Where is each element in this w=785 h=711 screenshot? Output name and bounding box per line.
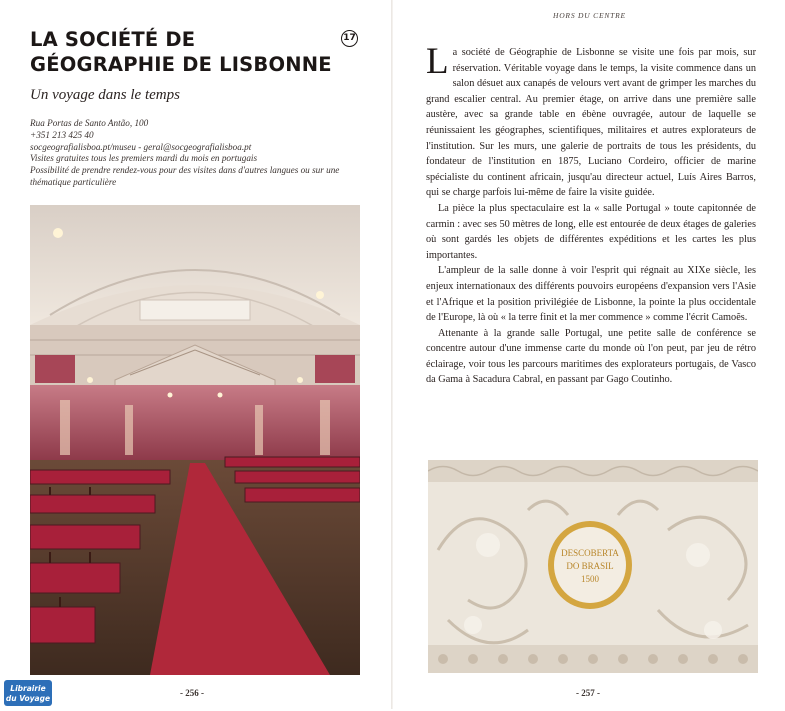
page-title: LA SOCIÉTÉ DE GÉOGRAPHIE DE LISBONNE xyxy=(30,28,332,76)
entry-number-badge: 17 xyxy=(341,30,358,47)
article-body xyxy=(426,41,756,388)
paragraph-1-text: a société de Géographie de Lisbonne se visite une fois par mois, sur réservation. Véritable voyage dans le temps, la visite commence dans un salon désuet aux canapés de velours vert avant de grimper les marches du grand escalier central. Au premier étage, on arrive dans une première salle austère, avec sa grande table en ébène ouvragée, autour de laquelle se réunissaient les géographes, scientifiques, militaires et autres explorateurs de l'institution. Sur les murs, une galerie de portraits de tous les présidents, du fondateur de l'institution en 1875, Luciano Cordeiro, officier de marine spécialiste du continent africain, jusqu'au directeur actuel, Luís Aires Barros, qui se charge parfois lui-même de faire la visite guidée. xyxy=(426,47,756,199)
librairie-du-voyage-logo xyxy=(4,680,52,706)
practical-info xyxy=(30,118,360,189)
plaque-line-1: DESCOBERTA xyxy=(561,548,619,558)
paragraph-3: L'ampleur de la salle donne à voir l'esprit qui régnait au XIXe siècle, les enjeux internationaux des différents pouvoirs européens d'expansion vers l'Asie et l'Afrique et la position privilégiée de Lisbonne, la pointe la plus occidentale de l'Europe, là où « la terre finit et la mer commence » comme l'écrit Camoẽs. xyxy=(426,265,756,324)
phone: +351 213 425 40 xyxy=(30,129,94,140)
running-head: HORS DU CENTRE xyxy=(553,11,626,20)
stucco-plaque-photo xyxy=(428,460,758,673)
paragraph-2: La pièce la plus spectaculaire est la « salle Portugal » toute capitonnée de carmin : avec ses 50 mètres de long, elle est entourée de deux étages de galeries où sont gardés les objets de différentes expéditions et les cartes les plus importantes. xyxy=(426,202,756,261)
drop-cap: L xyxy=(426,41,449,82)
svg-text:du Voyage: du Voyage xyxy=(5,694,51,703)
right-page xyxy=(393,0,785,709)
visits-info: Visites gratuites tous les premiers mardi du mois en portugais xyxy=(30,153,258,164)
plaque-line-3: 1500 xyxy=(581,574,599,584)
left-page xyxy=(0,0,392,709)
svg-text:Librairie: Librairie xyxy=(10,684,46,693)
page-subtitle: Un voyage dans le temps xyxy=(30,87,180,103)
page-number-left: - 256 - xyxy=(180,688,204,698)
paragraph-4: Attenante à la grande salle Portugal, une petite salle de conférence se concentre autour d'une immense carte du monde où l'on peut, par jeu de rétro éclairage, voir tous les parcours maritimes des explorateurs portugais, de Vasco da Gama à Sacadura Cabral, en passant par Gago Coutinho. xyxy=(426,327,756,386)
plaque-line-2: DO BRASIL xyxy=(566,561,614,571)
salle-portugal-photo xyxy=(30,205,360,675)
page-number-right: - 257 - xyxy=(576,688,600,698)
address: Rua Portas de Santo Antão, 100 xyxy=(30,118,149,128)
paragraph-1 xyxy=(426,41,756,201)
booking-info: Possibilité de prendre rendez-vous pour des visites dans d'autres langues ou sur une thématique particulière xyxy=(30,165,340,187)
web-email: socgeografialisboa.pt/museu - geral@socgeografialisboa.pt xyxy=(30,141,252,152)
